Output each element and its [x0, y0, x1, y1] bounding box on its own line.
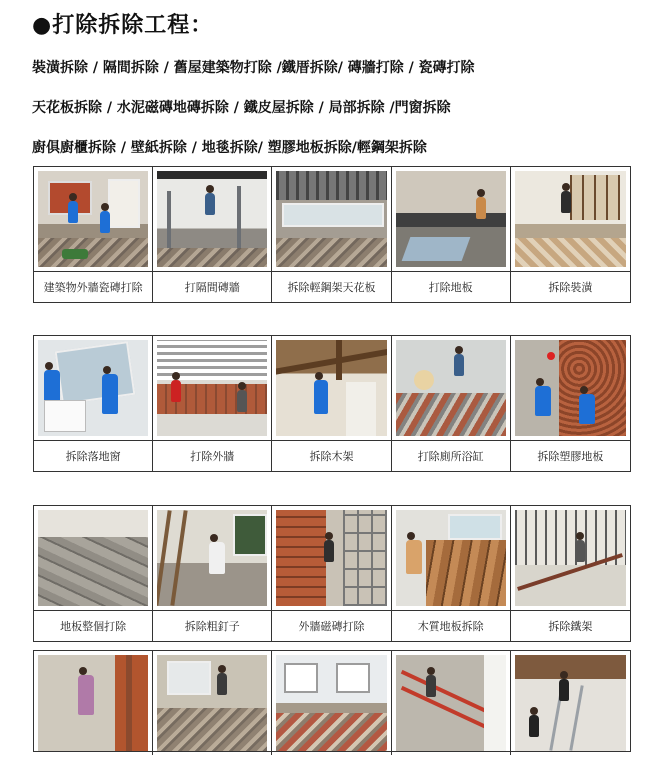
photo-whole-floor [38, 510, 148, 606]
photo-caption: 地板整個打除 [34, 610, 152, 641]
photo-exterior-wall [157, 340, 267, 436]
photo-card [153, 506, 272, 641]
photo-caption: 拆除落地窗 [34, 440, 152, 471]
photo-grid-row-3 [33, 505, 631, 642]
photo-iron-frame [515, 510, 626, 606]
photo-card [511, 651, 630, 755]
photo-caption: 拆除木架 [272, 440, 390, 471]
photo-window-removal [38, 340, 148, 436]
photo-caption: 拆除裝潢 [511, 271, 630, 302]
photo-grid-row-2 [33, 335, 631, 472]
photo-card [272, 167, 391, 302]
photo-card [153, 167, 272, 302]
photo-card [272, 651, 391, 755]
photo-exterior-tile-removal [38, 171, 148, 267]
photo-partition-wall [157, 171, 267, 267]
photo-card [34, 506, 153, 641]
photo-caption: 拆除粗釘子 [153, 610, 271, 641]
photo-interior-debris [157, 655, 267, 751]
photo-caption: 建築物外牆瓷磚打除 [34, 271, 152, 302]
photo-building-rubble [276, 655, 386, 751]
photo-grid-row-4 [33, 650, 631, 752]
photo-decor-removal [515, 171, 626, 267]
photo-ceiling-removal [276, 171, 386, 267]
photo-wood-frame [276, 340, 386, 436]
photo-nail-removal [157, 510, 267, 606]
photo-exterior-ceramic [276, 510, 386, 606]
category-line-3: 廚俱廚櫃拆除 / 壁紙拆除 / 地毯拆除/ 塑膠地板拆除/輕鋼架拆除 [32, 140, 427, 156]
photo-card [153, 336, 272, 471]
photo-card [511, 506, 630, 641]
page-title: ●打除拆除工程： [32, 13, 214, 38]
photo-card [392, 336, 511, 471]
photo-wood-floor [396, 510, 506, 606]
photo-floor-removal [396, 171, 506, 267]
photo-card [511, 336, 630, 471]
photo-caption: 拆除塑膠地板 [511, 440, 630, 471]
photo-card [34, 336, 153, 471]
photo-card [392, 651, 511, 755]
photo-caption: 外牆磁磚打除 [272, 610, 390, 641]
photo-caption: 打除外牆 [153, 440, 271, 471]
photo-plastic-floor [515, 340, 626, 436]
photo-caption: 打除地板 [392, 271, 510, 302]
photo-caption: 拆除鐵架 [511, 610, 630, 641]
category-line-2: 天花板拆除 / 水泥磁磚地磚拆除 / 鐵皮屋拆除 / 局部拆除 /門窗拆除 [32, 100, 451, 116]
photo-caption: 拆除輕鋼架天花板 [272, 271, 390, 302]
photo-card [34, 167, 153, 302]
photo-ladder-work [515, 655, 626, 751]
photo-card [34, 651, 153, 755]
photo-welding-cut [396, 655, 506, 751]
photo-card [272, 506, 391, 641]
photo-card [511, 167, 630, 302]
photo-worker-drilling [38, 655, 148, 751]
photo-caption: 打除廁所浴缸 [392, 440, 510, 471]
photo-bathtub-removal [396, 340, 506, 436]
photo-card [272, 336, 391, 471]
photo-card [392, 506, 511, 641]
photo-caption: 木質地板拆除 [392, 610, 510, 641]
category-line-1: 裝潢拆除 / 隔間拆除 / 舊屋建築物打除 /鐵厝拆除/ 磚牆打除 / 瓷磚打除 [32, 60, 475, 76]
photo-grid-row-1 [33, 166, 631, 303]
photo-caption: 打隔間磚牆 [153, 271, 271, 302]
photo-card [153, 651, 272, 755]
photo-card [392, 167, 511, 302]
